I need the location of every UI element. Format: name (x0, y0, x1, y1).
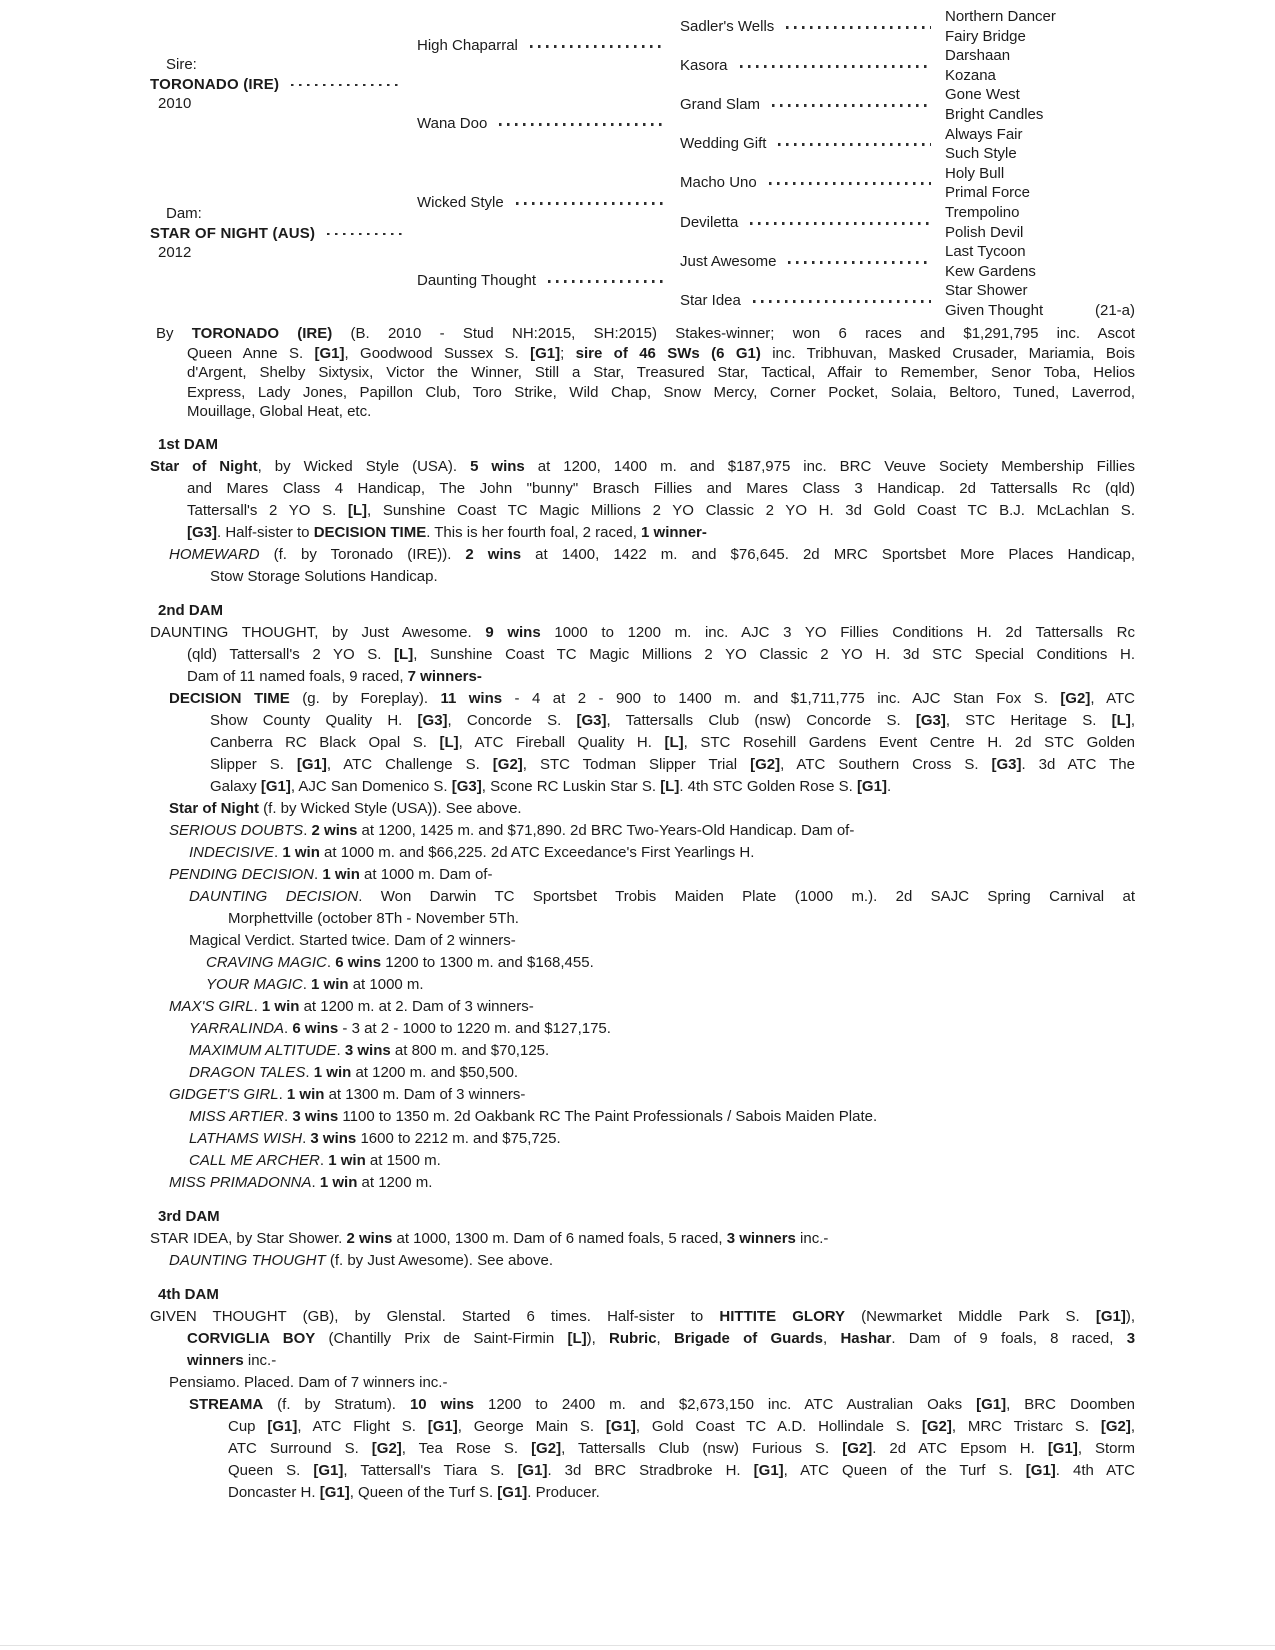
dam-year: 2012 (158, 244, 192, 261)
gen4-ancestor: Kew Gardens (945, 262, 1036, 280)
gen3-ancestor (680, 252, 945, 272)
gen4-ancestor: Primal Force (945, 184, 1031, 202)
leader-dots (327, 233, 403, 236)
pedigree-chart (0, 0, 1275, 322)
dam-section-heading: 3rd DAM (158, 1207, 220, 1225)
pedigree-entry-paragraph: MAX'S GIRL. 1 win at 1200 m. at 2. Dam of 3 winners- (169, 997, 534, 1015)
leader-dots (750, 222, 931, 225)
sire-label: Sire: (166, 56, 197, 73)
pedigree-entry-paragraph: Magical Verdict. Started twice. Dam of 2 winners- (189, 931, 516, 949)
ancestor-name: Wana Doo (417, 115, 488, 132)
pedigree-entry-paragraph: CALL ME ARCHER. 1 win at 1500 m. (189, 1151, 441, 1169)
dam-section-heading: 1st DAM (158, 435, 219, 453)
sire-year: 2010 (158, 95, 192, 112)
gen2-ancestor (417, 271, 680, 291)
gen4-ancestor: Always Fair (945, 125, 1023, 143)
pedigree-entry-paragraph: MISS ARTIER. 3 wins 1100 to 1350 m. 2d Oakbank RC The Paint Professionals / Sabois Maiden Plate. (189, 1107, 878, 1125)
gen4-ancestor: Darshaan (945, 47, 1011, 65)
leader-dots (530, 45, 666, 48)
ancestor-name: High Chaparral (417, 37, 518, 54)
pedigree-entry-paragraph: STREAMA (f. by Stratum). 10 wins 1200 to 2400 m. and $2,673,150 inc. ATC Australian Oaks [G1], BRC Doomben Cup [G1], ATC Flight S. [G1], George Main S. [G1], Gold Coast TC A.D. Hollindale S. [G2], MRC Tristarc S. [G2], ATC Surround S. [G2], Tea Rose S. [G2], Tattersalls Club (nsw) Furious S. [G2]. 2d ATC Epsom H. [G1], Storm Queen S. [G1], Tattersall's Tiara S. [G1]. 3d BRC Stradbroke H. [G1], ATC Queen of the Turf S. [G1]. 4th ATC Doncaster H. [G1], Queen of the Turf S. [G1]. Producer. (189, 1395, 1136, 1501)
pedigree-entry-paragraph: PENDING DECISION. 1 win at 1000 m. Dam of- (169, 865, 493, 883)
pedigree-entry-paragraph: MISS PRIMADONNA. 1 win at 1200 m. (169, 1173, 433, 1191)
dam-section-heading: 2nd DAM (158, 601, 223, 619)
gen3-ancestor (680, 95, 945, 115)
dam-cell (150, 204, 417, 263)
gen3-ancestor (680, 173, 945, 193)
gen4-ancestor: Given Thought (945, 301, 1044, 319)
leader-dots (769, 182, 931, 185)
pedigree-entry-paragraph: YARRALINDA. 6 wins - 3 at 2 - 1000 to 1220 m. and $127,175. (189, 1019, 611, 1037)
pedigree-entry-paragraph: Pensiamo. Placed. Dam of 7 winners inc.- (169, 1373, 448, 1391)
pedigree-entry-paragraph: Star of Night, by Wicked Style (USA). 5 wins at 1200, 1400 m. and $187,975 inc. BRC Veuve Society Membership Fillies and Mares Class 4 Handicap, The John "bunny" Brasch Fillies and Mares Class 3 Handicap. 2d Tattersalls Rc (qld) Tattersall's 2 YO S. [L], Sunshine Coast TC Magic Millions 2 YO Classic 2 YO H. 3d Gold Coast TC B.J. McLachlan S. [G3]. Half-sister to DECISION TIME. This is her fourth foal, 2 raced, 1 winner- (150, 457, 1135, 541)
leader-dots (548, 280, 666, 283)
gen3-ancestor (680, 291, 945, 311)
pedigree-entry-paragraph: MAXIMUM ALTITUDE. 3 wins at 800 m. and $70,125. (189, 1041, 550, 1059)
sire-cell (150, 55, 417, 114)
ancestor-name: Grand Slam (680, 96, 761, 113)
pedigree-entry-paragraph: DAUNTING THOUGHT, by Just Awesome. 9 wins 1000 to 1200 m. inc. AJC 3 YO Fillies Conditions H. 2d Tattersalls Rc (qld) Tattersall's 2 YO S. [L], Sunshine Coast TC Magic Millions 2 YO Classic 2 YO H. 3d STC Special Conditions H. Dam of 11 named foals, 9 raced, 7 winners- (150, 623, 1136, 685)
gen3-ancestor (680, 134, 945, 154)
gen4-ancestor: Star Shower (945, 282, 1028, 300)
intro-paragraph: By TORONADO (IRE) (B. 2010 - Stud NH:2015, SH:2015) Stakes-winner; won 6 races and $1,291,795 inc. Ascot Queen Anne S. [G1], Goodwood Sussex S. [G1]; sire of 46 SWs (6 G1) inc. Tribhuvan, Masked Crusader, Mariamia, Bois d'Argent, Shelby Sixtysix, Victor the Winner, Still a Star, Treasured Star, Tactical, Affair to Remember, Senor Toba, Helios Express, Lady Jones, Papillon Club, Toro Strike, Wild Chap, Snow Mercy, Corner Pocket, Solaia, Beltoro, Tuned, Laverrod, Mouillage, Global Heat, etc. (156, 325, 1136, 420)
gen4-ancestor: Kozana (945, 66, 996, 84)
gen4-ancestor: Bright Candles (945, 105, 1044, 123)
family-code: (21-a) (1094, 301, 1135, 319)
gen2-ancestor (417, 193, 680, 213)
pedigree-entry-paragraph: SERIOUS DOUBTS. 2 wins at 1200, 1425 m. and $71,890. 2d BRC Two-Years-Old Handicap. Dam of- (169, 821, 855, 839)
leader-dots (786, 26, 931, 29)
dam-label: Dam: (166, 205, 202, 222)
gen4-ancestor: Northern Dancer (945, 8, 1056, 25)
pedigree-entry-paragraph: CRAVING MAGIC. 6 wins 1200 to 1300 m. and $168,455. (206, 953, 594, 971)
pedigree-entry-paragraph: STAR IDEA, by Star Shower. 2 wins at 1000, 1300 m. Dam of 6 named foals, 5 raced, 3 winners inc.- (150, 1229, 829, 1247)
ancestor-name: Sadler's Wells (680, 18, 775, 35)
gen4-ancestor: Last Tycoon (945, 243, 1026, 261)
ancestor-name: Deviletta (680, 214, 739, 231)
gen4-ancestor: Holy Bull (945, 164, 1005, 182)
leader-dots (516, 202, 666, 205)
ancestor-name: Wicked Style (417, 194, 504, 211)
pedigree-entry-paragraph: INDECISIVE. 1 win at 1000 m. and $66,225. 2d ATC Exceedance's First Yearlings H. (189, 843, 755, 861)
leader-dots (740, 65, 931, 68)
gen3-ancestor (680, 56, 945, 76)
page-bottom-edge (0, 1645, 1275, 1646)
gen2-ancestor (417, 36, 680, 56)
pedigree-entry-paragraph: GIDGET'S GIRL. 1 win at 1300 m. Dam of 3 winners- (169, 1085, 526, 1103)
leader-dots (788, 261, 931, 264)
gen4-ancestor: Fairy Bridge (945, 27, 1026, 45)
pedigree-entry-paragraph: DAUNTING THOUGHT (f. by Just Awesome). See above. (169, 1251, 554, 1269)
pedigree-entry-paragraph: DRAGON TALES. 1 win at 1200 m. and $50,500. (189, 1063, 519, 1081)
ancestor-name: Macho Uno (680, 174, 757, 191)
pedigree-entry-paragraph: YOUR MAGIC. 1 win at 1000 m. (206, 975, 424, 993)
gen4-ancestor: Trempolino (945, 203, 1020, 221)
pedigree-entry-paragraph: GIVEN THOUGHT (GB), by Glenstal. Started 6 times. Half-sister to HITTITE GLORY (Newmarket Middle Park S. [G1]), CORVIGLIA BOY (Chantilly Prix de Saint-Firmin [L]), Rubric, Brigade of Guards, Hashar. Dam of 9 foals, 8 raced, 3 winners inc.- (150, 1307, 1136, 1369)
ancestor-name: Star Idea (680, 292, 741, 309)
pedigree-entry-paragraph: HOMEWARD (f. by Toronado (IRE)). 2 wins at 1400, 1422 m. and $76,645. 2d MRC Sportsbet More Places Handicap, Stow Storage Solutions Handicap. (169, 545, 1135, 585)
sire-name: TORONADO (IRE) (150, 75, 280, 93)
leader-dots (291, 84, 403, 87)
gen4-ancestor: Such Style (945, 145, 1017, 163)
gen4-column (945, 7, 1135, 321)
pedigree-entry-paragraph: DAUNTING DECISION. Won Darwin TC Sportsbet Trobis Maiden Plate (1000 m.). 2d SAJC Spring Carnival at Morphettville (october 8Th - November 5Th. (189, 887, 1136, 927)
pedigree-text (150, 324, 1135, 1504)
gen3-ancestor (680, 213, 945, 233)
leader-dots (778, 143, 931, 146)
ancestor-name: Wedding Gift (680, 135, 767, 152)
gen4-ancestor-row (945, 301, 1135, 321)
ancestor-name: Daunting Thought (417, 272, 536, 289)
gen3-ancestor (680, 17, 945, 37)
gen4-ancestor: Gone West (945, 86, 1020, 104)
ancestor-name: Kasora (680, 57, 728, 74)
dam-name: STAR OF NIGHT (AUS) (150, 224, 316, 242)
gen4-ancestor: Polish Devil (945, 223, 1024, 241)
pedigree-entry-paragraph: Star of Night (f. by Wicked Style (USA)). See above. (169, 799, 522, 817)
ancestor-name: Just Awesome (680, 253, 777, 270)
leader-dots (753, 300, 931, 303)
gen2-ancestor (417, 114, 680, 134)
leader-dots (499, 123, 666, 126)
pedigree-entry-paragraph: DECISION TIME (g. by Foreplay). 11 wins - 4 at 2 - 900 to 1400 m. and $1,711,775 inc. AJC Stan Fox S. [G2], ATC Show County Quality H. [G3], Concorde S. [G3], Tattersalls Club (nsw) Concorde S. [G3], STC Heritage S. [L], Canberra RC Black Opal S. [L], ATC Fireball Quality H. [L], STC Rosehill Gardens Event Centre H. 2d STC Golden Slipper S. [G1], ATC Challenge S. [G2], STC Todman Slipper Trial [G2], ATC Southern Cross S. [G3]. 3d ATC The Galaxy [G1], AJC San Domenico S. [G3], Scone RC Luskin Star S. [L]. 4th STC Golden Rose S. [G1]. (169, 689, 1136, 795)
leader-dots (772, 104, 931, 107)
pedigree-entry-paragraph: LATHAMS WISH. 3 wins 1600 to 2212 m. and $75,725. (189, 1129, 561, 1147)
dam-section-heading: 4th DAM (158, 1285, 219, 1303)
